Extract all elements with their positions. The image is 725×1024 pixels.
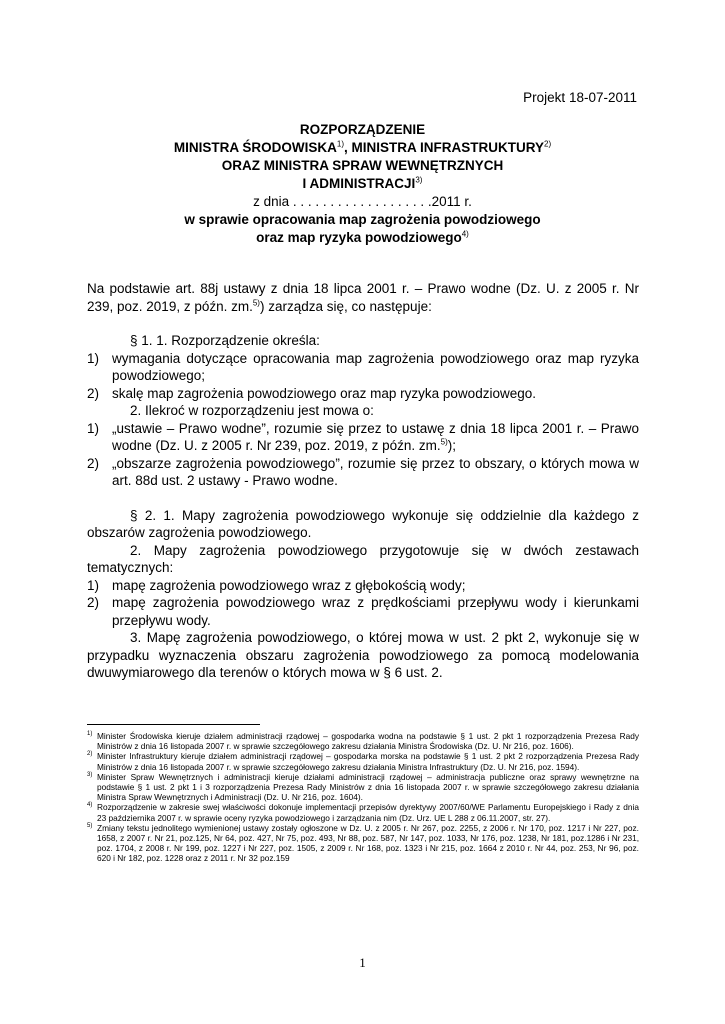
- footnote: 5) Zmiany tekstu jednolitego wymienionej ustawy zostały ogłoszone w Dz. U. z 2005 r. Nr 267, poz. 2255, z 2006 r. Nr 170, poz. 1217 i Nr 227, poz. 1658, z 2007 r. Nr 21, poz.125, Nr 64, poz. 427, Nr 75, poz. 493, Nr 88, poz. 587, Nr 147, poz. 1033, Nr 176, poz. 1238, Nr 181, poz.1286 i Nr 231, poz. 1704, z 2008 r. Nr 199, poz. 1227 i Nr 227, poz. 1505, z 2009 r. Nr 168, poz. 1323 i Nr 215, poz. 1664 z 2010 r. Nr 44, poz. 253, Nr 96, poz. 620 i Nr 182, poz. 1228 oraz z 2011 r. Nr 32 poz.159: [87, 822, 639, 864]
- footnote: 4) Rozporządzenie w zakresie swej właściwości dokonuje implementacji przepisów dyrektywy 2007/60/WE Parlamentu Europejskiego i Rady z dnia 23 października 2007 r. w sprawie oceny ryzyka powodziowego i zarządzania nim (Dz. Urz. UE L 288 z 06.11.2007, str. 27).: [87, 802, 639, 823]
- footnote: 3) Minister Spraw Wewnętrznych i administracji kieruje działami administracji rządowej – administracja publiczne oraz sprawy wewnętrzne na podstawie § 1 ust. 2 pkt 1 i 3 rozporządzenia Prezesa Rady Ministrów z dnia 16 listopada 2007 r. w sprawie szczegółowego zakresu działania Ministra Spraw Wewnętrznych i Administracji (Dz. U. Nr 216, poz. 1604).: [87, 771, 639, 803]
- list-item: 1) „ustawie – Prawo wodne”, rozumie się przez to ustawę z dnia 18 lipca 2001 r. – Prawo wodne (Dz. U. z 2005 r. Nr 239, poz. 2019, z późn. zm.$^{5)}$);: [87, 420, 639, 453]
- section-2-paragraph-2: 2. Mapy zagrożenia powodziowego przygotowuje się w dwóch zestawach tematycznych:: [87, 542, 639, 575]
- title-line-2: MINISTRA ŚRODOWISKA$^{1)}$, MINISTRA INFRASTRUKTURY$^{2)}$: [173, 139, 552, 155]
- list-item: 2) skalę map zagrożenia powodziowego oraz map ryzyka powodziowego.: [87, 385, 536, 401]
- title-subject-1: w sprawie opracowania map zagrożenia powodziowego: [184, 212, 541, 227]
- section-2-paragraph-3: 3. Mapę zagrożenia powodziowego, o której mowa w ust. 2 pkt 2, wykonuje się w przypadku wyznaczenia obszaru zagrożenia powodziowego za pomocą modelowania dwuwymiarowego dla terenów o których mowa w § 6 ust. 2.: [87, 630, 639, 680]
- preamble: Na podstawie art. 88j ustawy z dnia 18 lipca 2001 r. – Prawo wodne (Dz. U. z 2005 r. Nr 239, poz. 2019, z późn. zm.$^{5)}$) zarządza się, co następuje:: [87, 281, 639, 314]
- project-date-label: Projekt 18-07-2011: [523, 90, 637, 105]
- footnote: 2) Minister Infrastruktury kieruje działem administracji rządowej – gospodarka morska na podstawie § 1 ust. 2 pkt 2 rozporządzenia Prezesa Rady Ministrów z dnia 16 listopada 2007 r. w sprawie szczegółowego zakresu działania Ministra Infrastruktury (Dz. U. Nr 216, poz. 1594).: [87, 751, 639, 772]
- title-date: z dnia . . . . . . . . . . . . . . . . . . .2011 r.: [253, 194, 472, 209]
- title-line-1: ROZPORZĄDZENIE: [299, 122, 426, 137]
- title-line-4: I ADMINISTRACJI$^{3)}$: [302, 175, 423, 191]
- document-body: [87, 280, 639, 682]
- title-line-3: ORAZ MINISTRA SPRAW WEWNĘTRZNYCH: [221, 158, 504, 173]
- list-item: 2) mapę zagrożenia powodziowego wraz z prędkościami przepływu wody i kierunkami przepływu wody.: [87, 595, 639, 628]
- section-1-paragraph-2: 2. Ilekroć w rozporządzeniu jest mowa o:: [130, 403, 374, 418]
- list-item: 2) „obszarze zagrożenia powodziowego”, rozumie się przez to obszary, o których mowa w art. 88d ust. 2 ustawy - Prawo wodne.: [87, 455, 639, 488]
- regulation-title-block: [0, 121, 725, 247]
- list-item: 1) wymagania dotyczące opracowania map zagrożenia powodziowego oraz map ryzyka powodziowego;: [87, 350, 639, 383]
- title-subject-2: oraz map ryzyka powodziowego$^{4)}$: [256, 229, 469, 245]
- page-number: 1: [359, 955, 366, 970]
- section-1-heading: § 1. 1. Rozporządzenie określa:: [130, 333, 320, 348]
- footnotes: [87, 731, 639, 864]
- section-2-paragraph-1: § 2. 1. Mapy zagrożenia powodziowego wykonuje się oddzielnie dla każdego z obszarów zagrożenia powodziowego.: [87, 507, 639, 540]
- footnote: 1) Minister Środowiska kieruje działem administracji rządowej – gospodarka wodna na podstawie § 1 ust. 2 pkt 1 rozporządzenia Prezesa Rady Ministrów z dnia 16 listopada 2007 r. w sprawie szczegółowego zakresu działania Ministra Środowiska (Dz. U. Nr 216, poz. 1606).: [87, 731, 639, 752]
- footnote-separator: [87, 724, 260, 725]
- list-item: 1) mapę zagrożenia powodziowego wraz z głębokością wody;: [87, 577, 466, 593]
